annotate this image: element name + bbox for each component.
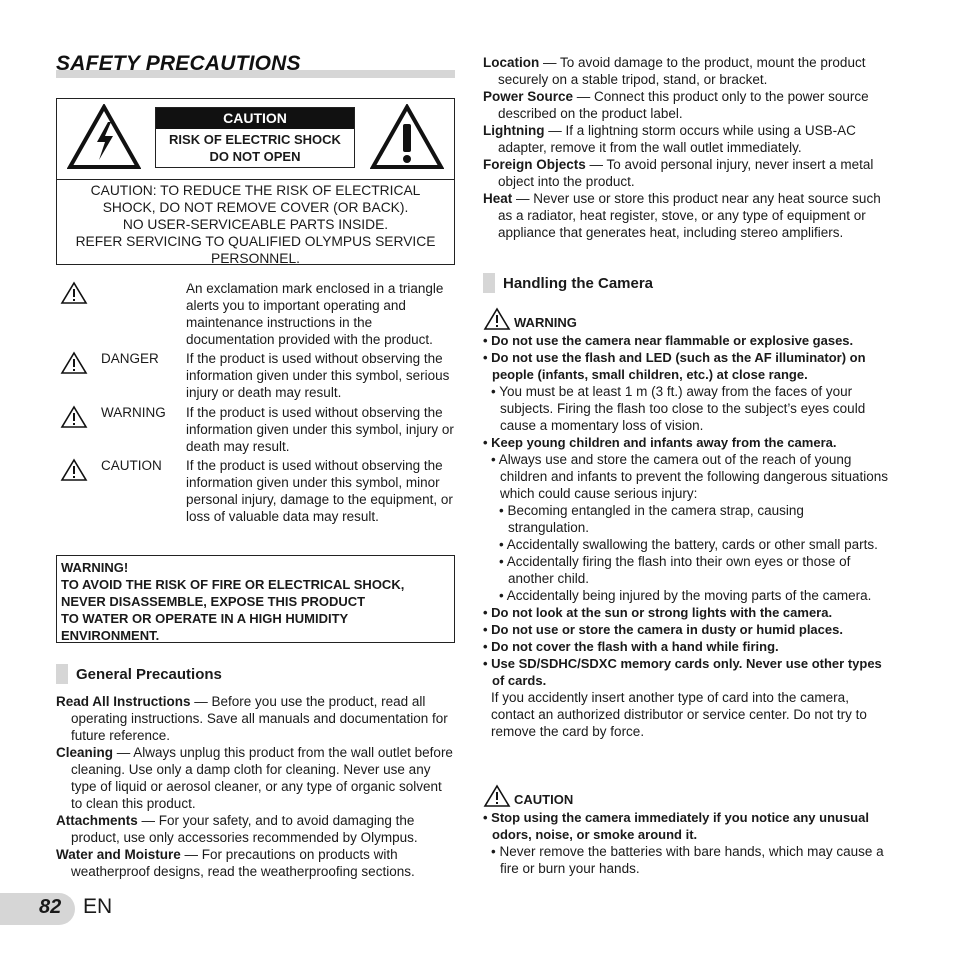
- warning-subheading: [483, 307, 683, 331]
- warning-subsubitem: • Accidentally being injured by the moving parts of the camera.: [499, 588, 872, 603]
- precaution-item: [56, 846, 455, 880]
- precaution-text: — Before you use the product, read all operating instructions. Save all manuals and documentation for future reference.: [71, 694, 448, 743]
- lightning-triangle-icon: [67, 104, 141, 170]
- exclamation-triangle-icon: [370, 104, 444, 170]
- precaution-text: — For precautions on products with weatherproof designs, read the weatherproofing sections.: [71, 847, 415, 879]
- page-number: 82: [39, 896, 62, 918]
- caution-text-line: CAUTION: TO REDUCE THE RISK OF ELECTRICAL: [90, 183, 421, 198]
- precaution-item: [56, 744, 455, 812]
- warning-item: • Do not use or store the camera in dusty or humid places.: [483, 622, 843, 637]
- symbol-description: An exclamation mark enclosed in a triangle alerts you to important operating and maintenance instructions in the documentation provided with the product.: [186, 281, 444, 347]
- caution-sub-line-2: DO NOT OPEN: [209, 149, 301, 164]
- caution-label: CAUTION: [156, 108, 354, 129]
- precaution-item: [483, 190, 888, 241]
- symbol-row-general: [56, 280, 455, 348]
- symbol-description: If the product is used without observing the information given under this symbol, injury or death may result.: [186, 405, 454, 454]
- caution-triangle-icon: [483, 784, 511, 808]
- section-heading-general: General Precautions: [76, 666, 222, 683]
- caution-subitem: • Never remove the batteries with bare hands, which may cause a fire or burn your hands.: [491, 844, 884, 876]
- caution-text-line: NO USER-SERVICEABLE PARTS INSIDE.: [122, 217, 389, 232]
- caution-box-divider: [57, 179, 454, 180]
- warning-item: • Do not cover the flash with a hand while firing.: [483, 639, 779, 654]
- general-precautions-list: [56, 693, 455, 880]
- precaution-text: — If a lightning storm occurs while using a USB-AC adapter, remove it from the wall outlet immediately.: [498, 123, 856, 155]
- warning-box-line: TO AVOID THE RISK OF FIRE OR ELECTRICAL SHOCK,: [61, 577, 405, 592]
- caution-text-line: PERSONNEL.: [211, 251, 300, 266]
- warning-subsubitem: • Accidentally swallowing the battery, cards or other small parts.: [499, 537, 878, 552]
- precaution-item: [483, 54, 888, 88]
- precaution-term: Power Source: [483, 89, 574, 104]
- caution-label-block: [155, 107, 355, 168]
- warning-note: If you accidently insert another type of card into the camera, contact an authorized distributor or service center. Do not try to remove the card by force.: [491, 690, 867, 739]
- symbol-label: WARNING: [101, 405, 166, 420]
- section-marker: [483, 273, 495, 293]
- symbol-row-caution: [56, 457, 455, 545]
- caution-subheading: [483, 784, 683, 808]
- precaution-item: [56, 812, 455, 846]
- section-marker: [56, 664, 68, 684]
- precaution-item: [483, 122, 888, 156]
- fire-shock-warning-box: [56, 555, 455, 643]
- precaution-text: — Never use or store this product near any heat source such as a radiator, heat register, stove, or any type of equipment or appliance that generates heat, including stereo amplifiers.: [498, 191, 881, 240]
- electric-shock-caution-box: [56, 98, 455, 265]
- symbol-row-warning: [56, 404, 455, 456]
- caution-item: • Stop using the camera immediately if you notice any unusual odors, noise, or smoke around it.: [483, 810, 869, 842]
- caution-text-line: REFER SERVICING TO QUALIFIED OLYMPUS SERVICE: [75, 234, 436, 249]
- symbol-label: CAUTION: [101, 458, 162, 473]
- symbol-label: DANGER: [101, 351, 159, 366]
- warning-item: • Do not use the camera near flammable or explosive gases.: [483, 333, 854, 348]
- warning-triangle-icon: [60, 405, 88, 429]
- precaution-term: Water and Moisture: [56, 847, 181, 862]
- precaution-term: Read All Instructions: [56, 694, 191, 709]
- warning-box-line: NEVER DISASSEMBLE, EXPOSE THIS PRODUCT: [61, 594, 366, 609]
- caution-box-text: [61, 182, 450, 267]
- precaution-text: — Connect this product only to the power source described on the product label.: [498, 89, 869, 121]
- precaution-item: [56, 693, 455, 744]
- symbol-row-danger: [56, 350, 455, 402]
- precaution-text: — To avoid damage to the product, mount the product securely on a stable tripod, stand, or bracket.: [498, 55, 866, 87]
- caution-sub-line-1: RISK OF ELECTRIC SHOCK: [169, 132, 341, 147]
- warning-item: • Do not look at the sun or strong lights with the camera.: [483, 605, 833, 620]
- warning-box-line: ENVIRONMENT.: [61, 628, 160, 643]
- page-number-tab: [0, 893, 75, 925]
- warning-box-line: TO WATER OR OPERATE IN A HIGH HUMIDITY: [61, 611, 349, 626]
- precaution-term: Attachments: [56, 813, 138, 828]
- precaution-text: — To avoid personal injury, never insert a metal object into the product.: [498, 157, 874, 189]
- warning-item: • Use SD/SDHC/SDXC memory cards only. Never use other types of cards.: [483, 656, 882, 688]
- precaution-term: Foreign Objects: [483, 157, 586, 172]
- precaution-item: [483, 156, 888, 190]
- danger-triangle-icon: [60, 351, 88, 375]
- symbol-description: If the product is used without observing the information given under this symbol, minor personal injury, damage to the equipment, or loss of valuable data may result.: [186, 458, 453, 524]
- warning-subsubitem: • Becoming entangled in the camera strap, causing strangulation.: [499, 503, 804, 535]
- warning-label: WARNING: [514, 315, 577, 330]
- page-title: SAFETY PRECAUTIONS: [56, 52, 301, 75]
- warning-subsubitem: • Accidentally firing the flash into their own eyes or those of another child.: [499, 554, 851, 586]
- precaution-term: Cleaning: [56, 745, 114, 760]
- caution-triangle-icon: [60, 458, 88, 482]
- warning-triangle-icon: [483, 307, 511, 331]
- warning-item: • Do not use the flash and LED (such as the AF illuminator) on people (infants, small children, etc.) at close range.: [483, 350, 866, 382]
- exclamation-triangle-icon: [60, 281, 88, 305]
- precaution-term: Lightning: [483, 123, 545, 138]
- language-code: EN: [83, 895, 113, 918]
- warning-subitem: • You must be at least 1 m (3 ft.) away from the faces of your subjects. Firing the flash too close to the subject’s eyes could cause a momentary loss of vision.: [491, 384, 866, 433]
- symbol-description: If the product is used without observing the information given under this symbol, serious injury or death may result.: [186, 351, 450, 400]
- precaution-term: Heat: [483, 191, 513, 206]
- precaution-text: — Always unplug this product from the wall outlet before cleaning. Use only a damp cloth for cleaning. Never use any type of liquid or aerosol cleaner, or any type of organic solvent to clean this product.: [71, 745, 453, 811]
- caution-text-line: SHOCK, DO NOT REMOVE COVER (OR BACK).: [102, 200, 409, 215]
- warning-box-line: WARNING!: [61, 560, 129, 575]
- precaution-item: [483, 88, 888, 122]
- section-heading-handling: Handling the Camera: [503, 275, 654, 292]
- warning-item: • Keep young children and infants away from the camera.: [483, 435, 837, 450]
- caution-items: [483, 809, 888, 877]
- general-precautions-continued: [483, 54, 888, 241]
- precaution-text: — For your safety, and to avoid damaging the product, use only accessories recommended by Olympus.: [71, 813, 418, 845]
- warning-items: [483, 332, 888, 740]
- warning-subitem: • Always use and store the camera out of the reach of young children and infants to prevent the following dangerous situations which could cause serious injury:: [491, 452, 888, 501]
- caution-label: CAUTION: [514, 792, 574, 807]
- precaution-term: Location: [483, 55, 540, 70]
